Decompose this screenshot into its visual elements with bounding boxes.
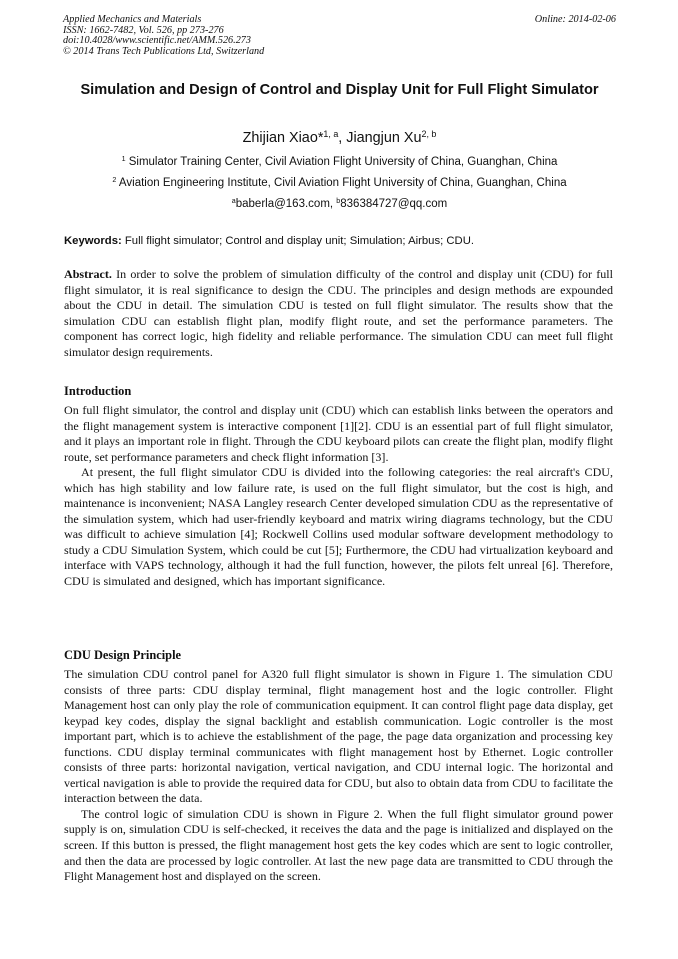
cdu-design-body	[64, 667, 613, 885]
intro-paragraph-1: On full flight simulator, the control and display unit (CDU) which can establish links between the operators and the flight management system is interactive component [1][2]. CDU is an essential part of full flight simulator, and it plays an important role in flight. Through the CDU keyboard pilots can create the flight plan, modify flight route, set performance parameters and check flight information [3].	[64, 403, 613, 464]
paper-title: Simulation and Design of Control and Display Unit for Full Flight Simulator	[80, 82, 599, 98]
heading-cdu-design-principle: CDU Design Principle	[64, 648, 182, 662]
email-b: 836384727@qq.com	[340, 198, 448, 210]
journal-issn: ISSN: 1662-7482, Vol. 526, pp 273-276	[63, 24, 224, 36]
author-1-name: Zhijian Xiao*	[242, 130, 324, 146]
heading-introduction: Introduction	[64, 384, 132, 398]
abstract-text: In order to solve the problem of simulation difficulty of the control and display unit (CDU) for full flight simulator, it is real significance to design the CDU. The principles and design methods are expounded about the CDU in detail. The simulation CDU is tested on full flight simulator. The results show that the simulation CDU can establish flight plan, modify flight route, and set the performance parameters. The component has correct logic, high fidelity and reliable performance. The simulation CDU can meet full flight simulator design requirements.	[64, 267, 613, 359]
affiliation-1-text: Simulator Training Center, Civil Aviation Flight University of China, Guanghan, China	[128, 156, 558, 168]
cdu-paragraph-2: The control logic of simulation CDU is shown in Figure 2. When the full flight simulator ground power supply is on, simulation CDU is self-checked, it receives the data and the page is initialized and displayed on the screen. If this button is pressed, the flight management host gets the key codes which are sent to logic controller, and then the data are processed by logic controller. At last the new page data are transmitted to CDU through the Flight Management host and displayed on the screen.	[64, 806, 613, 884]
email-a: baberla@163.com,	[235, 198, 337, 210]
affiliation-2-number: 2	[112, 176, 117, 185]
author-emails	[63, 198, 616, 210]
author-separator: ,	[338, 130, 347, 146]
abstract-label: Abstract.	[64, 267, 112, 281]
introduction-body	[64, 403, 613, 590]
author-1-affiliation-mark: 1, a	[323, 129, 339, 140]
abstract	[64, 267, 613, 360]
journal-name: Applied Mechanics and Materials	[63, 14, 202, 25]
author-2-name: Jiangjun Xu	[346, 130, 422, 146]
affiliation-1	[63, 156, 616, 168]
keywords-label: Keywords:	[64, 235, 122, 247]
journal-header	[63, 15, 616, 57]
author-2-affiliation-mark: 2, b	[421, 129, 437, 140]
intro-paragraph-2: At present, the full flight simulator CDU is divided into the following categories: the real aircraft's CDU, which has high stability and low failure rate, is used on the full flight simulator, but the cost is high, and maintenance is inconvenient; NASA Langley research Center developed simulation CDU as the representative of the simulation system, which had user-friendly keyboard and matrix wiring diagrams technology, but the CDU was difficult to achieve simulation [4]; Rockwell Collins used modular software development methodology to study a CDU Simulation System, which could be cut [5]; Furthermore, the CDU had virtualization keyboard and interface with VAPS technology, although it had the full function, however, the pilots felt unreal [6]. Therefore, CDU is simulated and designed, which has important significance.	[64, 465, 613, 589]
author-line	[63, 130, 616, 146]
affiliation-2-text: Aviation Engineering Institute, Civil Aviation Flight University of China, Guanghan, China	[118, 177, 567, 189]
journal-doi: doi:10.4028/www.scientific.net/AMM.526.273	[63, 35, 251, 47]
affiliation-1-number: 1	[121, 155, 126, 164]
keywords	[64, 235, 616, 247]
affiliation-2	[63, 177, 616, 189]
email-b-mark: b	[336, 197, 341, 206]
journal-copyright: © 2014 Trans Tech Publications Ltd, Switzerland	[63, 45, 265, 57]
online-date: Online: 2014-02-06	[534, 14, 616, 25]
email-a-mark: a	[231, 197, 236, 206]
cdu-paragraph-1: The simulation CDU control panel for A320 full flight simulator is shown in Figure 1. The simulation CDU consists of three parts: CDU display terminal, flight management host and the logic controller. Flight Management host can only play the role of communication equipment. It can control flight page data display, get keypad key codes, display the signal backlight and establish communication. Logic controller is the most important part, which is to achieve the establishment of the page, the page data organization and processing key functions. CDU display terminal communicates with flight management host by Ethernet. Logic controller consists of three parts: horizontal navigation, vertical navigation, and CDU internal logic. The horizontal and vertical navigation is able to provide the required data for CDU, but also to obtain data from CDU to facilitate the interaction between the data.	[64, 667, 613, 806]
keywords-text: Full flight simulator; Control and display unit; Simulation; Airbus; CDU.	[121, 235, 474, 247]
